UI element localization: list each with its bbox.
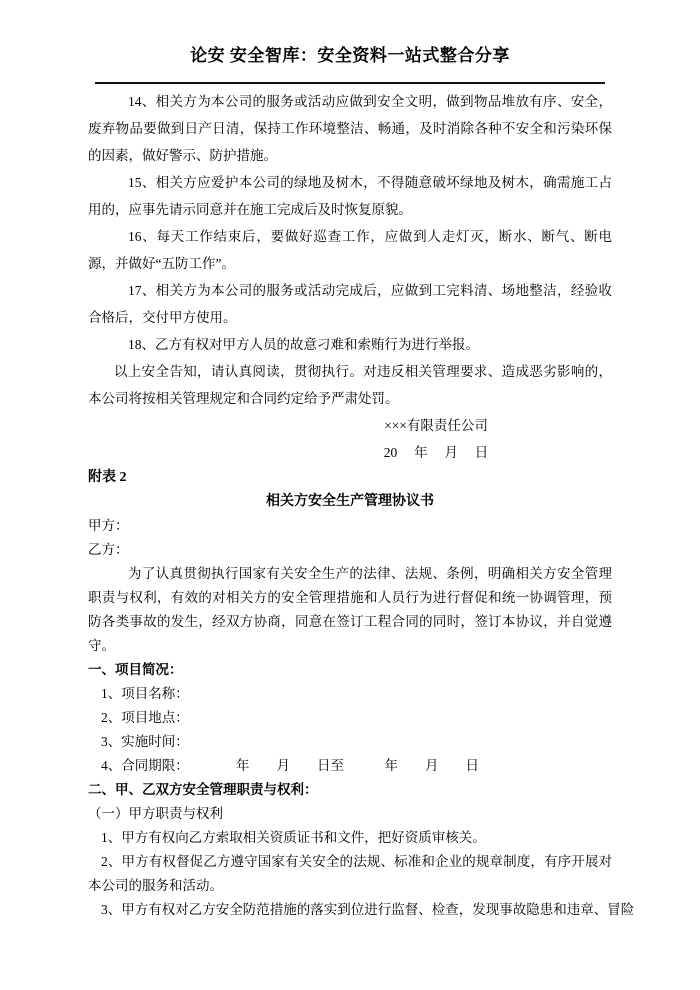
section2-heading: 二、甲、乙双方安全管理职责与权利： [88, 782, 318, 797]
notice-item-16: 16、每天工作结束后，要做好巡查工作，应做到人走灯灭，断水、断气、断电源，并做好“五防工作”。 [88, 229, 612, 271]
site-title: 论安 安全智库：安全资料一站式整合分享 [190, 46, 510, 65]
notice-item-15: 15、相关方应爱护本公司的绿地及树木，不得随意破坏绿地及树木，确需施工占用的，应事先请示同意并在施工完成后及时恢复原貌。 [88, 175, 612, 217]
contract-period-field: 4、合同期限： 年 月 日至 年 月 日 [101, 758, 479, 773]
appendix-section [88, 466, 635, 922]
agreement-intro: 为了认真贯彻执行国家有关安全生产的法律、法规、条例，明确相关方安全管理职责与权利，有效的对相关方的安全管理措施和人员行为进行督促和统一协调管理，预防各类事故的发生，经双方协商，同意在签订工程合同的同时，签订本协议，并自觉遵守。 [88, 566, 612, 653]
section2-subheading: （一）甲方职责与权利 [88, 806, 223, 821]
notice-item-17: 17、相关方为本公司的服务或活动完成后，应做到工完料清、场地整洁，经验收合格后，交付甲方使用。 [88, 283, 612, 325]
notice-section [88, 88, 612, 466]
party-a-right-1: 1、甲方有权向乙方索取相关资质证书和文件，把好资质审核关。 [101, 830, 486, 845]
project-location-field: 2、项目地点： [101, 710, 189, 725]
agreement-title: 相关方安全生产管理协议书 [266, 494, 434, 509]
page-header [0, 0, 700, 84]
notice-closing: 以上安全告知，请认真阅读，贯彻执行。对违反相关管理要求、造成恶劣影响的，本公司将按相关管理规定和合同约定给予严肃处罚。 [88, 364, 612, 406]
signature-date: 20 年 月 日 [383, 445, 489, 460]
party-b-label: 乙方： [88, 542, 129, 557]
party-a-right-3: 3、甲方有权对乙方安全防范措施的落实到位进行监督、检查，发现事故隐患和违章、冒险 [101, 902, 635, 917]
document-content [0, 84, 700, 922]
party-a-right-2: 2、甲方有权督促乙方遵守国家有关安全的法规、标准和企业的规章制度，有序开展对本公司的服务和活动。 [88, 854, 612, 893]
signature-company: ×××有限责任公司 [384, 418, 488, 433]
notice-item-14: 14、相关方为本公司的服务或活动应做到安全文明，做到物品堆放有序、安全，废弃物品要做到日产日清，保持工作环境整洁、畅通，及时消除各种不安全和污染环保的因素，做好警示、防护措施。 [88, 94, 612, 163]
implementation-time-field: 3、实施时间： [101, 734, 189, 749]
project-name-field: 1、项目名称： [101, 686, 189, 701]
appendix-label: 附表 2 [88, 470, 127, 485]
section1-heading: 一、项目简况： [88, 662, 183, 677]
notice-item-18: 18、乙方有权对甲方人员的故意刁难和索贿行为进行举报。 [128, 337, 479, 352]
party-a-label: 甲方： [88, 518, 129, 533]
